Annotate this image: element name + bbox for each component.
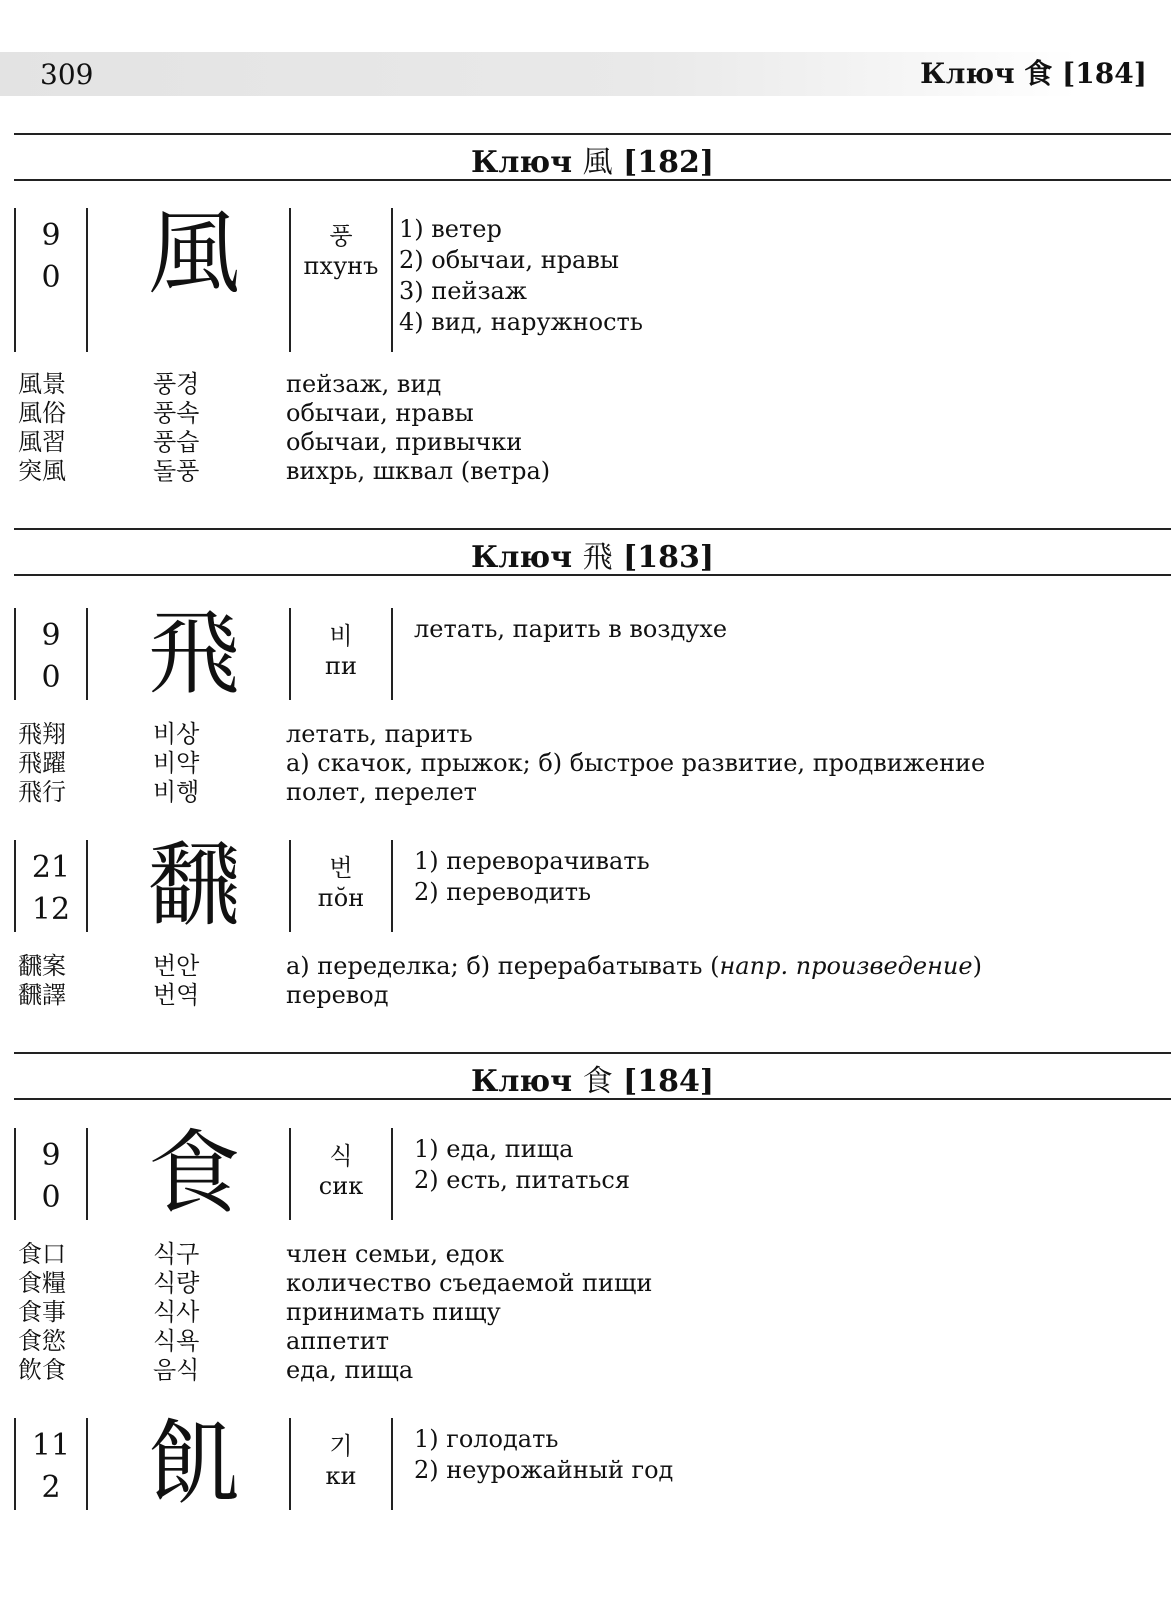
running-head: Ключ 食 [184]: [920, 57, 1147, 90]
meaning: 2) обычаи, нравы: [399, 246, 619, 274]
key-char: 食: [582, 1064, 613, 1099]
stroke-rest: 0: [41, 260, 61, 295]
entry-character: 飢: [147, 1410, 240, 1517]
meaning: 1) переворачивать: [414, 847, 650, 875]
gloss-italic-note: напр. произведение: [719, 952, 973, 980]
stroke-total: 11: [31, 1428, 71, 1463]
key-label: Ключ: [470, 1064, 573, 1099]
meaning: 3) пейзаж: [399, 277, 527, 305]
entry-character: 風: [147, 200, 240, 307]
compound-hangul: 풍경: [153, 370, 200, 398]
compound-gloss: вихрь, шквал (ветра): [286, 457, 551, 485]
compound-hanja: 風習: [18, 428, 66, 456]
reading-transliteration: сик: [318, 1172, 364, 1200]
reading-hangul: 풍: [329, 222, 353, 250]
compound-hanja: 食慾: [18, 1327, 66, 1355]
stroke-count: [14, 608, 88, 700]
entry-character: 飛: [147, 600, 240, 707]
compound-hangul: 돌풍: [153, 457, 200, 485]
key-label: Ключ: [470, 540, 573, 575]
reading-hangul: 식: [329, 1142, 353, 1170]
stroke-rest: 0: [41, 1180, 61, 1215]
reading: [289, 1418, 393, 1510]
compound-hanja: 飜案: [18, 952, 66, 980]
compound-hanja: 食事: [18, 1298, 66, 1326]
compound-hangul: 풍속: [153, 399, 200, 427]
compound-gloss: перевод: [286, 981, 389, 1009]
compound-gloss: принимать пищу: [286, 1298, 501, 1326]
stroke-count: [14, 840, 88, 932]
compound-gloss: полет, перелет: [286, 778, 477, 806]
meanings-list: [414, 1424, 673, 1486]
compound-gloss: [286, 952, 982, 981]
compound-hangul: 식사: [153, 1298, 200, 1326]
key-char: 飛: [582, 540, 613, 575]
compound-hanja: 飲食: [18, 1356, 66, 1384]
compound-hangul: 식량: [153, 1269, 200, 1297]
reading-transliteration: пхунъ: [303, 252, 379, 280]
compound-hanja: 飜譯: [18, 981, 66, 1009]
stroke-total: 9: [41, 218, 61, 253]
meaning: 1) голодать: [414, 1425, 559, 1453]
reading: [289, 840, 393, 932]
compound-hangul: 풍습: [153, 428, 200, 456]
compound-hangul: 번역: [153, 981, 200, 1009]
reading: [289, 1128, 393, 1220]
compound-hangul: 비상: [153, 720, 200, 748]
key-section-header: [14, 1052, 1171, 1100]
compound-hangul: 번안: [153, 952, 200, 980]
reading-hangul: 번: [329, 854, 353, 882]
compound-gloss: обычаи, привычки: [286, 428, 523, 456]
key-title: [14, 532, 1171, 576]
compound-gloss: еда, пища: [286, 1356, 414, 1384]
meaning: 1) еда, пища: [414, 1135, 574, 1163]
key-number: [183]: [623, 540, 715, 575]
reading: [289, 208, 393, 352]
reading-transliteration: пи: [325, 652, 357, 680]
stroke-rest: 2: [41, 1470, 61, 1505]
key-title: [14, 137, 1171, 181]
stroke-total: 9: [41, 618, 61, 653]
gloss-text-end: ): [972, 952, 982, 980]
reading-hangul: 기: [329, 1432, 353, 1460]
compound-hangul: 비행: [153, 778, 200, 806]
meaning: 2) неурожайный год: [414, 1456, 674, 1484]
key-title: [14, 1056, 1171, 1100]
compound-gloss: количество съедаемой пищи: [286, 1269, 653, 1297]
gloss-text: а) переделка; б) перерабатывать (: [286, 952, 720, 980]
compound-hangul: 식욕: [153, 1327, 200, 1355]
stroke-total: 21: [31, 850, 71, 885]
entry-character: 飜: [147, 832, 240, 939]
stroke-count: [14, 1128, 88, 1220]
meaning: 4) вид, наружность: [399, 308, 643, 336]
reading-transliteration: пŏн: [317, 884, 365, 912]
key-section-header: [14, 528, 1171, 576]
meanings-list: [414, 614, 727, 645]
reading-hangul: 비: [329, 622, 353, 650]
compound-gloss: а) скачок, прыжок; б) быстрое развитие, продвижение: [286, 749, 986, 777]
compound-hanja: 食口: [18, 1240, 66, 1268]
meaning: 2) переводить: [414, 878, 592, 906]
compound-hangul: 음식: [153, 1356, 200, 1384]
stroke-rest: 0: [41, 660, 61, 695]
key-number: [184]: [623, 1064, 715, 1099]
stroke-count: [14, 208, 88, 352]
compound-gloss: пейзаж, вид: [286, 370, 442, 398]
compound-hanja: 飛躍: [18, 749, 66, 777]
compound-hanja: 飛行: [18, 778, 66, 806]
compound-hanja: 突風: [18, 457, 66, 485]
key-label: Ключ: [470, 145, 573, 180]
entry-character: 食: [147, 1120, 240, 1227]
meaning: 1) ветер: [399, 215, 502, 243]
compound-hanja: 飛翔: [18, 720, 66, 748]
compound-gloss: аппетит: [286, 1327, 390, 1355]
key-char: 風: [582, 145, 613, 180]
compound-gloss: обычаи, нравы: [286, 399, 474, 427]
compound-hanja: 風俗: [18, 399, 66, 427]
compound-gloss: летать, парить: [286, 720, 473, 748]
page-number: 309: [40, 58, 94, 91]
key-section-header: [14, 133, 1171, 181]
compound-hangul: 비약: [153, 749, 200, 777]
meanings-list: [414, 846, 650, 908]
meanings-list: [399, 214, 643, 338]
compound-hanja: 風景: [18, 370, 66, 398]
reading-transliteration: ки: [325, 1462, 357, 1490]
stroke-count: [14, 1418, 88, 1510]
reading: [289, 608, 393, 700]
key-number: [182]: [623, 145, 715, 180]
meaning: 2) есть, питаться: [414, 1166, 631, 1194]
stroke-rest: 12: [31, 892, 71, 927]
meaning: летать, парить в воздухе: [414, 615, 728, 643]
meanings-list: [414, 1134, 630, 1196]
compound-hanja: 食糧: [18, 1269, 66, 1297]
stroke-total: 9: [41, 1138, 61, 1173]
compound-gloss: член семьи, едок: [286, 1240, 505, 1268]
compound-hangul: 식구: [153, 1240, 200, 1268]
